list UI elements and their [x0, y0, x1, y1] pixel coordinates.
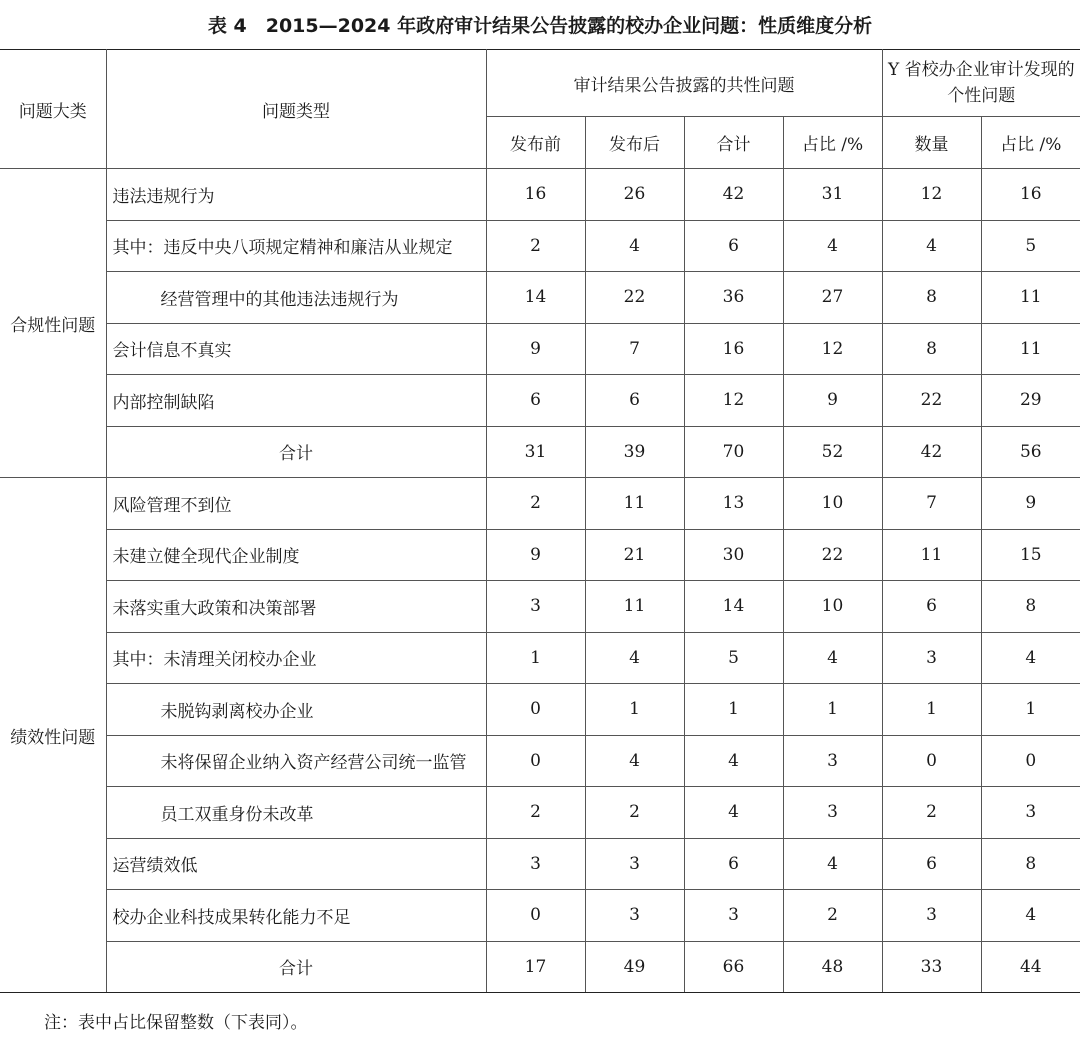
- issue-type-cell: 未落实重大政策和决策部署: [106, 581, 486, 633]
- total-label: 合计: [106, 941, 486, 993]
- value-after: 11: [585, 478, 684, 530]
- issue-type-cell: 运营绩效低: [106, 838, 486, 890]
- value-after: 11: [585, 581, 684, 633]
- value-total: 4: [684, 735, 783, 787]
- table-title: 表 4 2015—2024 年政府审计结果公告披露的校办企业问题：性质维度分析: [207, 15, 873, 37]
- value-after: 1: [585, 684, 684, 736]
- value-after: 7: [585, 323, 684, 375]
- value-count: 6: [882, 838, 981, 890]
- value-total: 16: [684, 323, 783, 375]
- value-total: 30: [684, 529, 783, 581]
- value-total: 14: [684, 581, 783, 633]
- table-row: [0, 890, 1080, 942]
- value-before: 2: [486, 478, 585, 530]
- value-count: 8: [882, 323, 981, 375]
- value-share-individual: 9: [981, 478, 1080, 530]
- table-row: [0, 220, 1080, 272]
- table-row: [0, 581, 1080, 633]
- value-count: 42: [882, 426, 981, 478]
- issue-type-cell: 内部控制缺陷: [106, 375, 486, 427]
- value-after: 6: [585, 375, 684, 427]
- value-count: 6: [882, 581, 981, 633]
- table-row: [0, 169, 1080, 221]
- header-after: 发布后: [585, 117, 684, 169]
- value-before: 9: [486, 529, 585, 581]
- issue-type-cell: 校办企业科技成果转化能力不足: [106, 890, 486, 942]
- value-share-individual: 4: [981, 890, 1080, 942]
- table-row: [0, 684, 1080, 736]
- category-cell: 绩效性问题: [0, 478, 106, 993]
- value-after: 3: [585, 838, 684, 890]
- issue-type-cell: 未建立健全现代企业制度: [106, 529, 486, 581]
- table-row: [0, 735, 1080, 787]
- value-count: 11: [882, 529, 981, 581]
- value-before: 0: [486, 735, 585, 787]
- value-share-individual: 56: [981, 426, 1080, 478]
- value-total: 3: [684, 890, 783, 942]
- value-share-individual: 5: [981, 220, 1080, 272]
- table-row: [0, 272, 1080, 324]
- value-share: 4: [783, 220, 882, 272]
- value-share-individual: 29: [981, 375, 1080, 427]
- header-category: 问题大类: [0, 50, 106, 169]
- table-row: [0, 632, 1080, 684]
- value-share: 4: [783, 632, 882, 684]
- value-share-individual: 1: [981, 684, 1080, 736]
- value-count: 4: [882, 220, 981, 272]
- value-share-individual: 4: [981, 632, 1080, 684]
- value-after: 3: [585, 890, 684, 942]
- value-total: 13: [684, 478, 783, 530]
- header-before: 发布前: [486, 117, 585, 169]
- table-body: [0, 169, 1080, 993]
- value-share: 3: [783, 787, 882, 839]
- issue-type-cell: 违法违规行为: [106, 169, 486, 221]
- value-after: 22: [585, 272, 684, 324]
- value-share-individual: 16: [981, 169, 1080, 221]
- value-total: 6: [684, 838, 783, 890]
- value-share-individual: 8: [981, 581, 1080, 633]
- value-before: 0: [486, 890, 585, 942]
- value-count: 12: [882, 169, 981, 221]
- value-share: 9: [783, 375, 882, 427]
- header-common-group: 审计结果公告披露的共性问题: [486, 50, 882, 117]
- value-before: 14: [486, 272, 585, 324]
- value-share: 52: [783, 426, 882, 478]
- table-row: [0, 838, 1080, 890]
- issue-type-cell: 风险管理不到位: [106, 478, 486, 530]
- value-total: 6: [684, 220, 783, 272]
- table-row: [0, 323, 1080, 375]
- value-after: 4: [585, 632, 684, 684]
- value-before: 6: [486, 375, 585, 427]
- table-row: [0, 375, 1080, 427]
- value-before: 9: [486, 323, 585, 375]
- value-count: 1: [882, 684, 981, 736]
- header-type: 问题类型: [106, 50, 486, 169]
- value-share-individual: 8: [981, 838, 1080, 890]
- value-total: 4: [684, 787, 783, 839]
- value-after: 4: [585, 220, 684, 272]
- value-after: 26: [585, 169, 684, 221]
- value-share: 10: [783, 581, 882, 633]
- issue-type-cell: 其中：违反中央八项规定精神和廉洁从业规定: [106, 220, 486, 272]
- issue-type-cell: 未脱钩剥离校办企业: [106, 684, 486, 736]
- value-before: 3: [486, 838, 585, 890]
- value-after: 2: [585, 787, 684, 839]
- issue-type-cell: 未将保留企业纳入资产经营公司统一监管: [106, 735, 486, 787]
- value-share: 2: [783, 890, 882, 942]
- value-share-individual: 3: [981, 787, 1080, 839]
- value-count: 8: [882, 272, 981, 324]
- value-share: 3: [783, 735, 882, 787]
- value-after: 49: [585, 941, 684, 993]
- value-share: 12: [783, 323, 882, 375]
- issue-type-cell: 经营管理中的其他违法违规行为: [106, 272, 486, 324]
- value-share-individual: 11: [981, 272, 1080, 324]
- value-share: 31: [783, 169, 882, 221]
- table-row: [0, 787, 1080, 839]
- value-before: 2: [486, 787, 585, 839]
- value-share: 4: [783, 838, 882, 890]
- header-share: 占比 /%: [783, 117, 882, 169]
- table-row: [0, 529, 1080, 581]
- value-before: 0: [486, 684, 585, 736]
- total-label: 合计: [106, 426, 486, 478]
- value-after: 39: [585, 426, 684, 478]
- value-total: 1: [684, 684, 783, 736]
- value-count: 3: [882, 890, 981, 942]
- value-share-individual: 15: [981, 529, 1080, 581]
- value-count: 33: [882, 941, 981, 993]
- value-count: 2: [882, 787, 981, 839]
- table-row: [0, 478, 1080, 530]
- value-count: 3: [882, 632, 981, 684]
- category-cell: 合规性问题: [0, 169, 106, 478]
- value-share-individual: 0: [981, 735, 1080, 787]
- value-share-individual: 11: [981, 323, 1080, 375]
- table-total-row: [0, 426, 1080, 478]
- value-count: 22: [882, 375, 981, 427]
- value-total: 5: [684, 632, 783, 684]
- table-note: 注：表中占比保留整数（下表同）。: [44, 1013, 308, 1033]
- value-share: 27: [783, 272, 882, 324]
- issue-type-cell: 会计信息不真实: [106, 323, 486, 375]
- data-table: [0, 49, 1080, 993]
- value-before: 31: [486, 426, 585, 478]
- header-share-individual: 占比 /%: [981, 117, 1080, 169]
- value-share: 22: [783, 529, 882, 581]
- value-after: 21: [585, 529, 684, 581]
- value-total: 70: [684, 426, 783, 478]
- value-share-individual: 44: [981, 941, 1080, 993]
- value-count: 0: [882, 735, 981, 787]
- issue-type-cell: 员工双重身份未改革: [106, 787, 486, 839]
- value-before: 17: [486, 941, 585, 993]
- header-total: 合计: [684, 117, 783, 169]
- value-before: 3: [486, 581, 585, 633]
- value-total: 42: [684, 169, 783, 221]
- table-total-row: [0, 941, 1080, 993]
- value-before: 2: [486, 220, 585, 272]
- value-before: 16: [486, 169, 585, 221]
- value-total: 12: [684, 375, 783, 427]
- value-share: 10: [783, 478, 882, 530]
- value-share: 48: [783, 941, 882, 993]
- value-total: 66: [684, 941, 783, 993]
- value-count: 7: [882, 478, 981, 530]
- value-before: 1: [486, 632, 585, 684]
- issue-type-cell: 其中：未清理关闭校办企业: [106, 632, 486, 684]
- value-share: 1: [783, 684, 882, 736]
- header-count: 数量: [882, 117, 981, 169]
- value-total: 36: [684, 272, 783, 324]
- value-after: 4: [585, 735, 684, 787]
- header-individual-group: Y 省校办企业审计发现的个性问题: [882, 50, 1080, 117]
